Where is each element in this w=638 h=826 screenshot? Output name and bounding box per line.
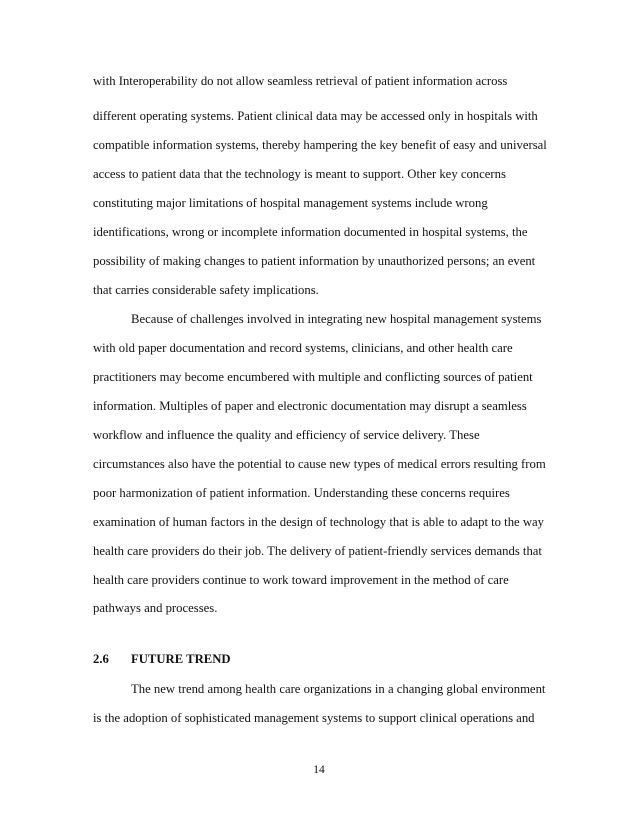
section-title: FUTURE TREND — [131, 652, 231, 666]
page-number: 14 — [313, 764, 325, 776]
text-line: different operating systems. Patient clinical data may be accessed only in hospitals with — [93, 109, 538, 123]
text-line: Because of challenges involved in integrating new hospital management systems — [131, 312, 542, 326]
text-line: poor harmonization of patient information. Understanding these concerns requires — [93, 486, 510, 500]
text-line: health care providers do their job. The delivery of patient-friendly services demands that — [93, 544, 542, 558]
text-line: circumstances also have the potential to cause new types of medical errors resulting from — [93, 457, 546, 471]
text-line: workflow and influence the quality and efficiency of service delivery. These — [93, 428, 480, 442]
section-number: 2.6 — [93, 652, 109, 666]
text-line: that carries considerable safety implications. — [93, 283, 319, 297]
text-line: compatible information systems, thereby hampering the key benefit of easy and universal — [93, 138, 547, 152]
text-line: possibility of making changes to patient information by unauthorized persons; an event — [93, 254, 536, 268]
text-line: with Interoperability do not allow seamless retrieval of patient information across — [93, 74, 508, 88]
text-line: is the adoption of sophisticated management systems to support clinical operations and — [93, 711, 535, 725]
text-line: identifications, wrong or incomplete information documented in hospital systems, the — [93, 225, 528, 239]
text-line: The new trend among health care organizations in a changing global environment — [131, 682, 546, 696]
text-line: constituting major limitations of hospital management systems include wrong — [93, 196, 488, 210]
text-line: pathways and processes. — [93, 601, 218, 615]
text-line: health care providers continue to work toward improvement in the method of care — [93, 573, 509, 587]
text-line: examination of human factors in the design of technology that is able to adapt to the way — [93, 515, 544, 529]
text-line: access to patient data that the technology is meant to support. Other key concerns — [93, 167, 506, 181]
text-line: information. Multiples of paper and electronic documentation may disrupt a seamless — [93, 399, 527, 413]
text-line: practitioners may become encumbered with multiple and conflicting sources of patient — [93, 370, 533, 384]
text-line: with old paper documentation and record systems, clinicians, and other health care — [93, 341, 513, 355]
